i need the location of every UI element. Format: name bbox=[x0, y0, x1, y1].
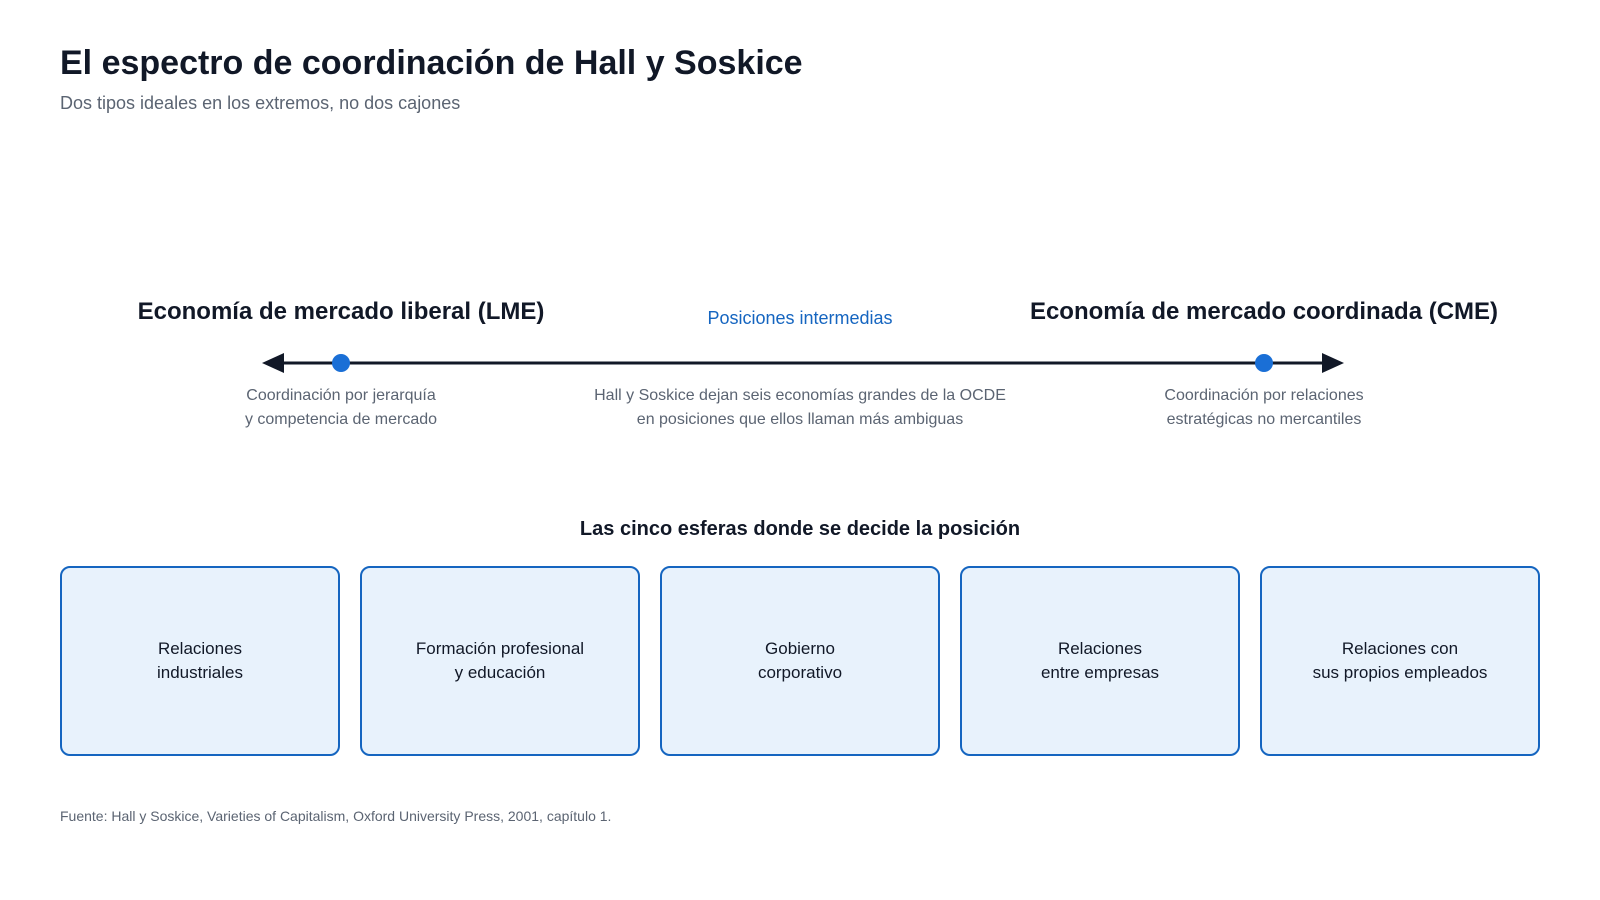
page-subtitle: Dos tipos ideales en los extremos, no dos cajones bbox=[60, 93, 461, 113]
sphere-label-line: corporativo bbox=[757, 663, 843, 682]
sphere-label-line: industriales bbox=[157, 663, 243, 682]
sphere-label-line: y educación bbox=[454, 663, 546, 682]
intermediate-description bbox=[594, 384, 1006, 432]
spheres-row bbox=[60, 566, 1540, 756]
sphere-vocational-training bbox=[360, 566, 640, 756]
cme-description bbox=[1164, 384, 1363, 432]
coordination-spectrum-axis bbox=[0, 340, 1600, 380]
lme-description-line: y competencia de mercado bbox=[244, 411, 438, 428]
sphere-inter-firm-relations bbox=[960, 566, 1240, 756]
lme-pole-label: Economía de mercado liberal (LME) bbox=[137, 298, 545, 325]
page-title: El espectro de coordinación de Hall y Soskice bbox=[60, 44, 803, 82]
left-arrowhead-icon bbox=[262, 353, 284, 373]
sphere-label-line: Gobierno bbox=[765, 639, 835, 658]
sphere-employee-relations bbox=[1260, 566, 1540, 756]
sphere-label-line: entre empresas bbox=[1040, 663, 1160, 682]
sphere-industrial-relations bbox=[60, 566, 340, 756]
sphere-label-line: Relaciones bbox=[1057, 639, 1143, 658]
lme-description bbox=[245, 384, 437, 432]
sphere-label-line: sus propios empleados bbox=[1312, 663, 1488, 682]
sphere-corporate-governance bbox=[660, 566, 940, 756]
lme-description-line: Coordinación por jerarquía bbox=[246, 387, 436, 404]
right-arrowhead-icon bbox=[1322, 353, 1344, 373]
lme-marker bbox=[332, 354, 350, 372]
source-note: Fuente: Hall y Soskice, Varieties of Capitalism, Oxford University Press, 2001, capítulo 1. bbox=[60, 808, 612, 824]
cme-pole-label: Economía de mercado coordinada (CME) bbox=[1029, 298, 1499, 325]
spheres-heading: Las cinco esferas donde se decide la posición bbox=[579, 518, 1021, 540]
intermediate-description-line: Hall y Soskice dejan seis economías grandes de la OCDE bbox=[594, 387, 1006, 404]
cme-description-line: Coordinación por relaciones bbox=[1164, 387, 1364, 404]
sphere-label-line: Relaciones bbox=[157, 639, 243, 658]
intermediate-description-line: en posiciones que ellos llaman más ambiguas bbox=[636, 411, 964, 428]
sphere-label-line: Formación profesional bbox=[415, 639, 585, 658]
intermediate-positions-label: Posiciones intermedias bbox=[707, 308, 893, 328]
cme-description-line: estratégicas no mercantiles bbox=[1166, 411, 1362, 428]
cme-marker bbox=[1255, 354, 1273, 372]
sphere-label-line: Relaciones con bbox=[1341, 639, 1459, 658]
